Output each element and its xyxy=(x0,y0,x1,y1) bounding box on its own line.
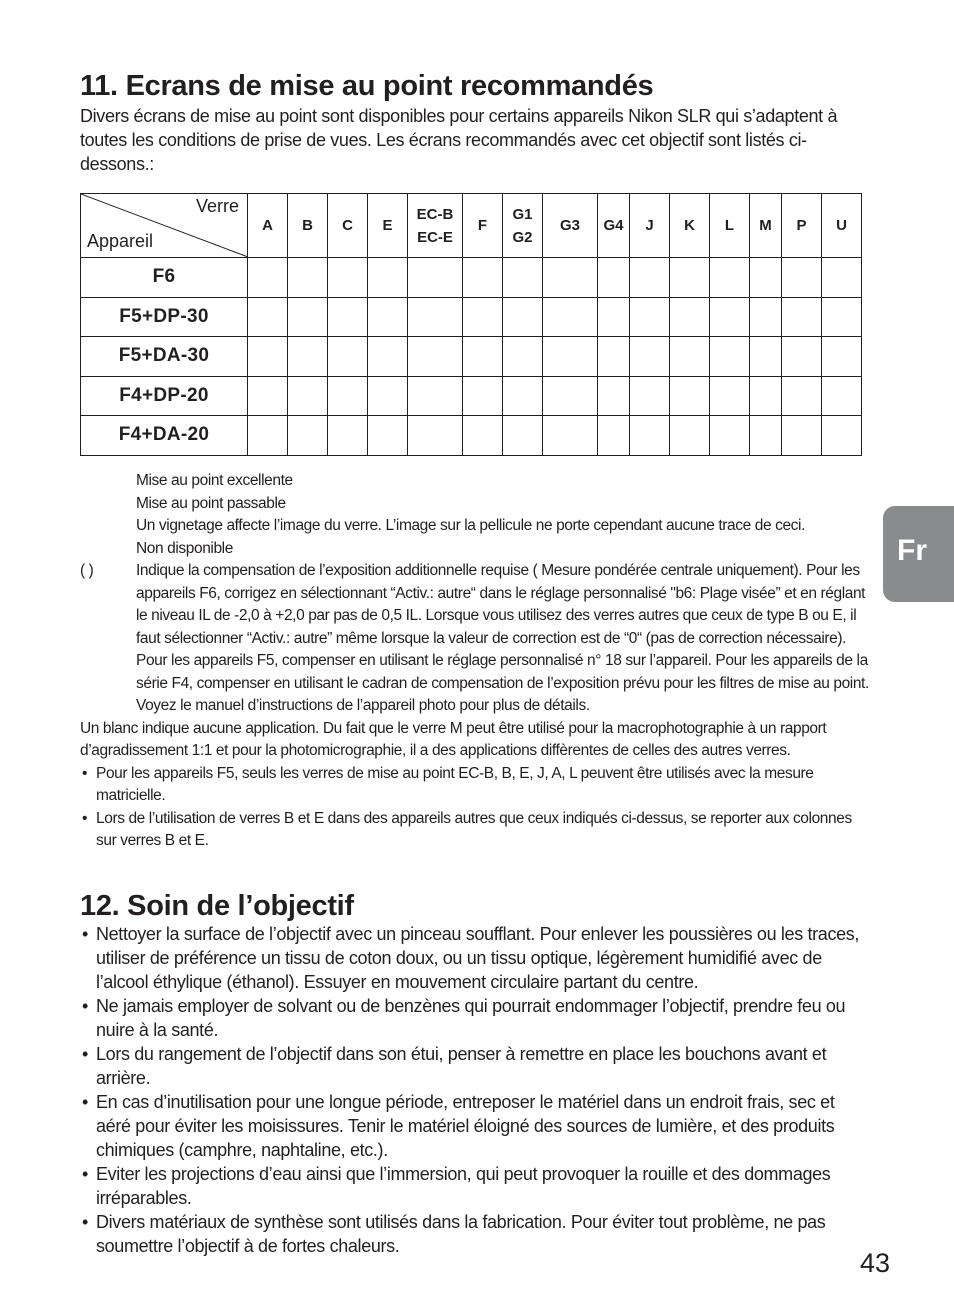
column-header xyxy=(503,194,543,258)
table-cell xyxy=(630,376,670,416)
camera-label: F6 xyxy=(81,258,248,298)
bullet-icon: • xyxy=(82,1044,88,1064)
legend-item xyxy=(80,560,870,695)
table-cell xyxy=(598,297,630,337)
table-cell xyxy=(543,258,598,298)
table-cell xyxy=(822,258,862,298)
table-cell xyxy=(598,258,630,298)
table-cell xyxy=(822,337,862,377)
table-cell xyxy=(368,297,408,337)
legend-text: Mise au point excellente xyxy=(136,472,293,489)
column-header: G3 xyxy=(543,194,598,258)
column-header-line: EC-E xyxy=(417,228,453,246)
lens-care-text: En cas d’inutilisation pour une longue période, entreposer le matériel dans un endroit frais, sec et aéré pour éviter les moisissures. Tenir le matériel éloigné des sources de lumière, et des produits chimiques (camphre, naphtaline, etc.). xyxy=(96,1092,835,1160)
table-cell xyxy=(670,258,710,298)
table-cell xyxy=(248,297,288,337)
language-tab-label: Fr xyxy=(897,534,927,567)
table-cell xyxy=(408,376,463,416)
column-header: A xyxy=(248,194,288,258)
table-cell xyxy=(710,297,750,337)
table-cell xyxy=(408,416,463,456)
table-cell xyxy=(463,297,503,337)
legend-text: Voyez le manuel d’instructions de l’appareil photo pour plus de détails. xyxy=(136,697,590,714)
legend-text: Indique la compensation de l’exposition additionnelle requise ( Mesure pondérée centrale uniquement). Pour les appareils F6, corrigez en sélectionnant “Activ.: autre“ dans le réglage personnalisé "b6: Plage visée” et en réglant le niveau IL de -2,0 à +2,0 par pas de 0,5 IL. Lorsque vous utilisez des verres autres que ceux de type B ou E, il faut sélectionner “Activ.: autre” même lorsque la valeur de correction est de “0“ (pas de correction nécessaire). Pour les appareils F5, compenser en utilisant le réglage personnalisé n° 18 sur l’appareil. Pour les appareils de la série F4, compenser en utilisant le cadran de compensation de l’exposition prévu pour les filtres de mise au point. xyxy=(136,562,869,692)
table-cell xyxy=(328,258,368,298)
lens-care-item xyxy=(80,1162,870,1210)
table-cell xyxy=(598,337,630,377)
table-cell xyxy=(368,337,408,377)
table-cell xyxy=(503,416,543,456)
focusing-screen-table xyxy=(80,193,862,456)
lens-care-item xyxy=(80,994,870,1042)
table-cell xyxy=(463,258,503,298)
table-cell xyxy=(503,337,543,377)
table-cell xyxy=(670,337,710,377)
column-header-line: G1 xyxy=(512,205,533,223)
table-cell xyxy=(248,258,288,298)
table-cell xyxy=(248,376,288,416)
table-cell xyxy=(503,297,543,337)
table-cell xyxy=(543,297,598,337)
camera-label: F5+DP-30 xyxy=(81,297,248,337)
table-cell xyxy=(750,258,782,298)
section-11-title: 11. Ecrans de mise au point recommandés xyxy=(80,70,654,102)
table-cell xyxy=(328,297,368,337)
lens-care-text: Ne jamais employer de solvant ou de benzènes qui pourrait endommager l’objectif, prendre feu ou nuire à la santé. xyxy=(96,996,846,1040)
table-cell xyxy=(822,376,862,416)
camera-label: F4+DP-20 xyxy=(81,376,248,416)
table-cell xyxy=(248,416,288,456)
notes-paragraph: Un blanc indique aucune application. Du fait que le verre M peut être utilisé pour la macrophotographie à un rapport d’agradissement 1:1 et pour la photomicrographie, il a des applications diffèrentes de celles des autres verres. xyxy=(80,719,827,759)
column-header: B xyxy=(288,194,328,258)
table-cell xyxy=(710,376,750,416)
table-cell xyxy=(463,416,503,456)
table-cell xyxy=(670,376,710,416)
column-header-line: G2 xyxy=(512,228,533,246)
column-header: L xyxy=(710,194,750,258)
legend-item xyxy=(80,493,870,516)
table-cell xyxy=(408,297,463,337)
table-cell xyxy=(408,337,463,377)
legend-text: Mise au point passable xyxy=(136,494,286,512)
table-cell xyxy=(710,258,750,298)
table-cell xyxy=(630,416,670,456)
lens-care-item xyxy=(80,922,870,994)
table-cell xyxy=(782,297,822,337)
table-cell xyxy=(630,297,670,337)
corner-label-appareil: Appareil xyxy=(87,231,154,251)
bullet-icon: • xyxy=(82,1092,88,1112)
lens-care-list xyxy=(80,922,870,1258)
table-row xyxy=(81,258,862,298)
lens-care-item xyxy=(80,1042,870,1090)
bullet-icon: • xyxy=(82,996,88,1016)
table-cell xyxy=(670,297,710,337)
lens-care-item xyxy=(80,1090,870,1162)
table-cell xyxy=(248,337,288,377)
table-cell xyxy=(782,416,822,456)
table-cell xyxy=(368,416,408,456)
bullet-icon: • xyxy=(82,1212,88,1232)
table-cell xyxy=(598,376,630,416)
table-cell xyxy=(288,337,328,377)
table-cell xyxy=(368,376,408,416)
bullet-icon: • xyxy=(82,924,88,944)
table-cell xyxy=(750,297,782,337)
camera-label: F5+DA-30 xyxy=(81,337,248,377)
table-cell xyxy=(288,376,328,416)
column-header: J xyxy=(630,194,670,258)
bullet-icon: • xyxy=(82,1164,88,1184)
lens-care-text: Eviter les projections d’eau ainsi que l’immersion, qui peut provoquer la rouille et des dommages irréparables. xyxy=(96,1164,831,1208)
table-cell xyxy=(288,416,328,456)
table-row xyxy=(81,297,862,337)
table-cell xyxy=(710,416,750,456)
table-cell xyxy=(782,376,822,416)
table-cell xyxy=(782,337,822,377)
table-cell xyxy=(782,258,822,298)
table-cell xyxy=(503,258,543,298)
legend-text: Non disponible xyxy=(136,539,233,557)
table-cell xyxy=(288,297,328,337)
camera-label: F4+DA-20 xyxy=(81,416,248,456)
table-cell xyxy=(328,416,368,456)
legend-notes xyxy=(80,470,870,853)
table-cell xyxy=(822,416,862,456)
table-cell xyxy=(503,376,543,416)
column-header: U xyxy=(822,194,862,258)
table-row xyxy=(81,376,862,416)
table-header-row xyxy=(81,194,862,258)
legend-item xyxy=(80,515,870,538)
column-header: C xyxy=(328,194,368,258)
legend-text: Un vignetage affecte l’image du verre. L’image sur la pellicule ne porte cependant aucune trace de ceci. xyxy=(136,517,805,534)
table-row xyxy=(81,337,862,377)
table-cell xyxy=(670,416,710,456)
language-tab xyxy=(883,506,954,602)
section-11-intro: Divers écrans de mise au point sont disponibles pour certains appareils Nikon SLR qui s’adaptent à toutes les conditions de prise de vues. Les écrans recommandés avec cet objectif sont listés ci-dessons.: xyxy=(80,106,838,174)
table-cell xyxy=(750,376,782,416)
corner-label-verre: Verre xyxy=(195,196,239,216)
notes-bullet: • Pour les appareils F5, seuls les verres de mise au point EC-B, B, E, J, A, L peuvent être utilisés avec la mesure matricielle. xyxy=(80,763,870,808)
column-header: P xyxy=(782,194,822,258)
legend-item xyxy=(80,538,870,561)
table-cell xyxy=(630,337,670,377)
column-header-line: EC-B xyxy=(416,205,454,223)
table-cell xyxy=(543,337,598,377)
page-number: 43 xyxy=(859,1248,890,1278)
table-cell xyxy=(543,416,598,456)
column-header: E xyxy=(368,194,408,258)
section-12-title: 12. Soin de l’objectif xyxy=(80,890,354,922)
column-header: K xyxy=(670,194,710,258)
table-row xyxy=(81,416,862,456)
lens-care-text: Nettoyer la surface de l’objectif avec un pinceau soufflant. Pour enlever les poussières ou les traces, utiliser de préférence un tissu de coton doux, ou un tissu optique, légèrement humidifié avec de l’alcool éthylique (éthanol). Essuyer en mouvement circulaire partant du centre. xyxy=(96,924,860,992)
lens-care-item xyxy=(80,1210,870,1258)
table-cell xyxy=(822,297,862,337)
corner-cell xyxy=(81,194,248,258)
column-header: M xyxy=(750,194,782,258)
column-header xyxy=(408,194,463,258)
notes-bullet: • Lors de l’utilisation de verres B et E dans des appareils autres que ceux indiqués ci-dessus, se reporter aux colonnes sur verres B et E. xyxy=(80,808,870,853)
legend-key: ( ) xyxy=(80,562,94,579)
table-cell xyxy=(463,337,503,377)
table-cell xyxy=(368,258,408,298)
table-cell xyxy=(598,416,630,456)
table-cell xyxy=(328,376,368,416)
table-cell xyxy=(463,376,503,416)
table-cell xyxy=(328,337,368,377)
table-cell xyxy=(750,416,782,456)
table-cell xyxy=(750,337,782,377)
table-cell xyxy=(710,337,750,377)
table-cell xyxy=(630,258,670,298)
table-cell xyxy=(543,376,598,416)
table-cell xyxy=(408,258,463,298)
column-header: G4 xyxy=(598,194,630,258)
column-header: F xyxy=(463,194,503,258)
table-cell xyxy=(288,258,328,298)
lens-care-text: Lors du rangement de l’objectif dans son étui, penser à remettre en place les bouchons avant et arrière. xyxy=(96,1044,827,1088)
lens-care-text: Divers matériaux de synthèse sont utilisés dans la fabrication. Pour éviter tout problème, ne pas soumettre l’objectif à de fortes chaleurs. xyxy=(96,1212,826,1256)
legend-item xyxy=(80,695,870,718)
legend-item xyxy=(80,470,870,493)
